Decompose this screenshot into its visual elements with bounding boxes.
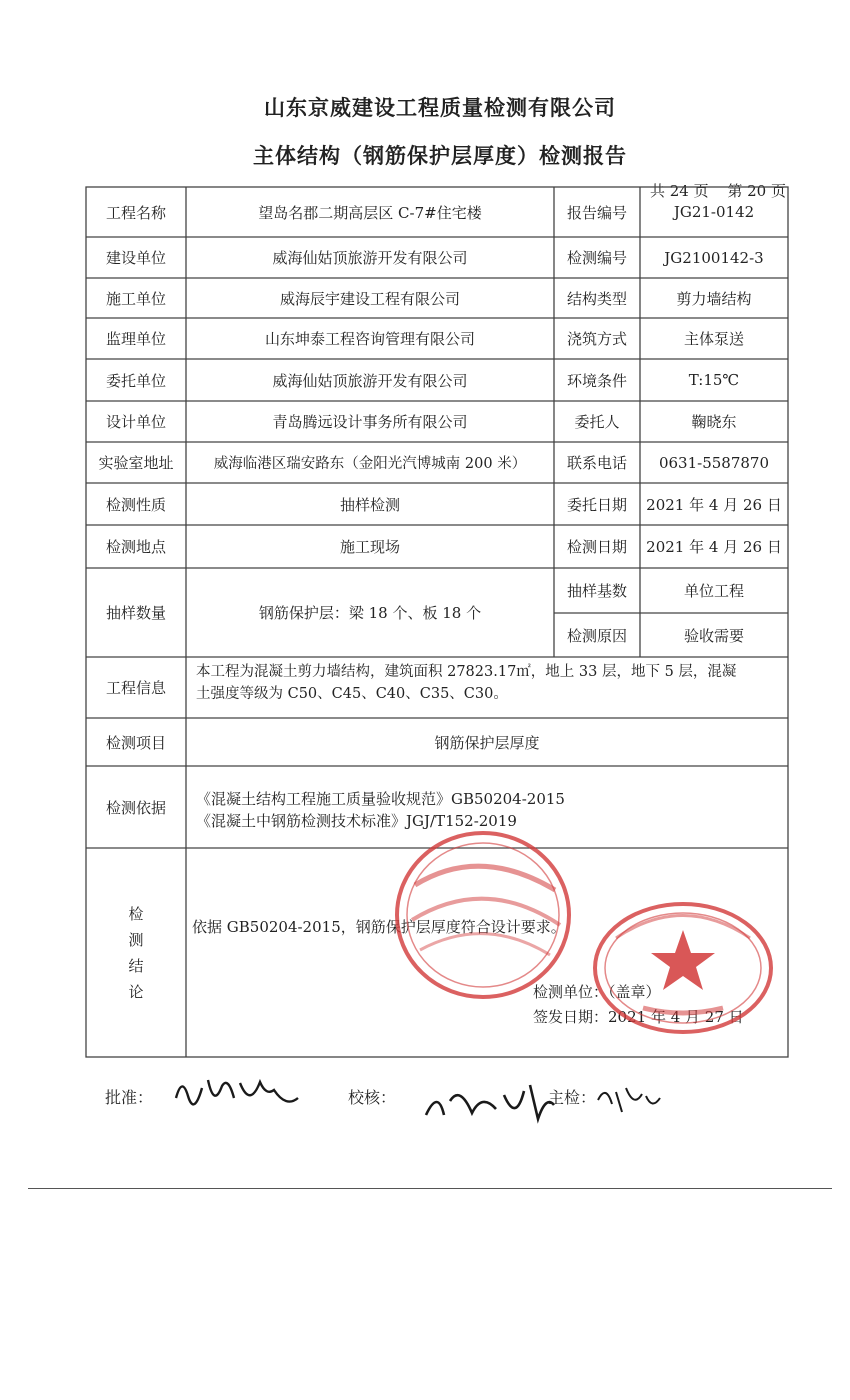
test-reason-value: 验收需要 — [683, 626, 744, 645]
report-title: 主体结构（钢筋保护层厚度）检测报告 — [253, 144, 627, 168]
constructor-label: 施工单位 — [105, 289, 166, 308]
basis-line1: 《混凝土结构工程施工质量验收规范》GB50204-2015 — [196, 790, 565, 808]
structure-type-label: 结构类型 — [566, 289, 627, 308]
approve-label: 批准： — [105, 1088, 154, 1107]
conclusion-char: 检 — [128, 904, 144, 923]
sampling-base-label: 抽样基数 — [566, 582, 627, 600]
constructor-value: 威海辰宇建设工程有限公司 — [279, 289, 460, 308]
project-name-value: 望岛名郡二期高层区 C-7#住宅楼 — [258, 203, 482, 222]
entrust-date-label: 委托日期 — [566, 495, 627, 514]
basis-line2: 《混凝土中钢筋检测技术标准》JGJ/T152-2019 — [196, 812, 517, 830]
builder-value: 威海仙姑顶旅游开发有限公司 — [272, 249, 468, 267]
project-name-label: 工程名称 — [105, 203, 166, 222]
sampling-label: 抽样数量 — [105, 604, 166, 622]
review-label: 校核： — [348, 1088, 397, 1107]
approve-signature — [168, 1068, 308, 1118]
inspector-label: 主检： — [548, 1088, 597, 1107]
supervisor-label: 监理单位 — [105, 330, 166, 348]
test-date-value: 2021 年 4 月 26 日 — [646, 538, 782, 556]
test-no-label: 检测编号 — [566, 249, 627, 267]
conclusion-char: 结 — [128, 956, 144, 975]
designer-label: 设计单位 — [105, 413, 166, 431]
project-info-text — [186, 657, 788, 718]
casting-method-label: 浇筑方式 — [566, 330, 627, 348]
designer-value: 青岛腾远设计事务所有限公司 — [272, 413, 468, 431]
structure-type-value: 剪力墙结构 — [676, 289, 752, 308]
test-reason-label: 检测原因 — [566, 626, 627, 645]
test-no-value: JG2100142-3 — [664, 248, 764, 267]
project-info-line2: 土强度等级为 C50、C45、C40、C35、C30。 — [196, 686, 508, 702]
test-item-label: 检测项目 — [105, 733, 166, 752]
entrusting-person-value: 鞠晓东 — [691, 413, 737, 431]
page-number: 第 20 页 — [727, 182, 786, 200]
phone-label: 联系电话 — [566, 454, 627, 472]
supervisor-value: 山东坤泰工程咨询管理有限公司 — [264, 330, 475, 348]
test-location-label: 检测地点 — [105, 538, 166, 556]
sampling-value: 钢筋保护层：梁 18 个、板 18 个 — [258, 604, 482, 622]
company-title: 山东京威建设工程质量检测有限公司 — [264, 96, 616, 120]
report-no-value: JG21-0142 — [673, 203, 755, 221]
builder-label: 建设单位 — [105, 249, 166, 267]
company-seal-stamp — [588, 898, 778, 1038]
issue-date: 签发日期：2021 年 4 月 27 日 — [533, 1008, 744, 1026]
test-date-label: 检测日期 — [566, 538, 627, 556]
total-pages: 共 24 页 — [649, 182, 709, 200]
report-no-label: 报告编号 — [566, 203, 627, 222]
test-item-value: 钢筋保护层厚度 — [434, 733, 540, 752]
entrusting-person-label: 委托人 — [574, 413, 620, 431]
test-unit-label: 检测单位：（盖章） — [533, 983, 661, 1001]
conclusion-label — [86, 848, 186, 1057]
project-info-label: 工程信息 — [105, 679, 166, 697]
bottom-rule — [28, 1188, 832, 1189]
client-label: 委托单位 — [105, 371, 166, 390]
casting-method-value: 主体泵送 — [683, 330, 744, 348]
cert-seal-stamp — [390, 825, 580, 1005]
conclusion-text: 依据 GB50204-2015，钢筋保护层厚度符合设计要求。 — [192, 918, 566, 936]
inspector-signature — [594, 1078, 664, 1118]
test-location-value: 施工现场 — [339, 538, 400, 556]
project-info-line1: 本工程为混凝土剪力墙结构，建筑面积 27823.17㎡，地上 33 层，地下 5 层，混凝 — [196, 664, 737, 680]
lab-address-label: 实验室地址 — [98, 454, 174, 472]
environment-label: 环境条件 — [566, 371, 627, 390]
basis-label: 检测依据 — [105, 798, 166, 817]
conclusion-char: 测 — [128, 930, 144, 949]
client-value: 威海仙姑顶旅游开发有限公司 — [272, 371, 468, 390]
conclusion-char: 论 — [128, 982, 144, 1001]
test-nature-label: 检测性质 — [105, 495, 166, 514]
environment-value: T:15℃ — [688, 371, 740, 389]
test-nature-value: 抽样检测 — [339, 495, 400, 514]
seal-star-icon — [651, 930, 715, 990]
entrust-date-value: 2021 年 4 月 26 日 — [646, 495, 782, 514]
lab-address-value: 威海临港区瑞安路东（金阳光汽博城南 200 米） — [213, 456, 527, 472]
sampling-base-value: 单位工程 — [683, 582, 744, 600]
review-signature — [420, 1075, 560, 1125]
phone-value: 0631-5587870 — [658, 453, 770, 472]
